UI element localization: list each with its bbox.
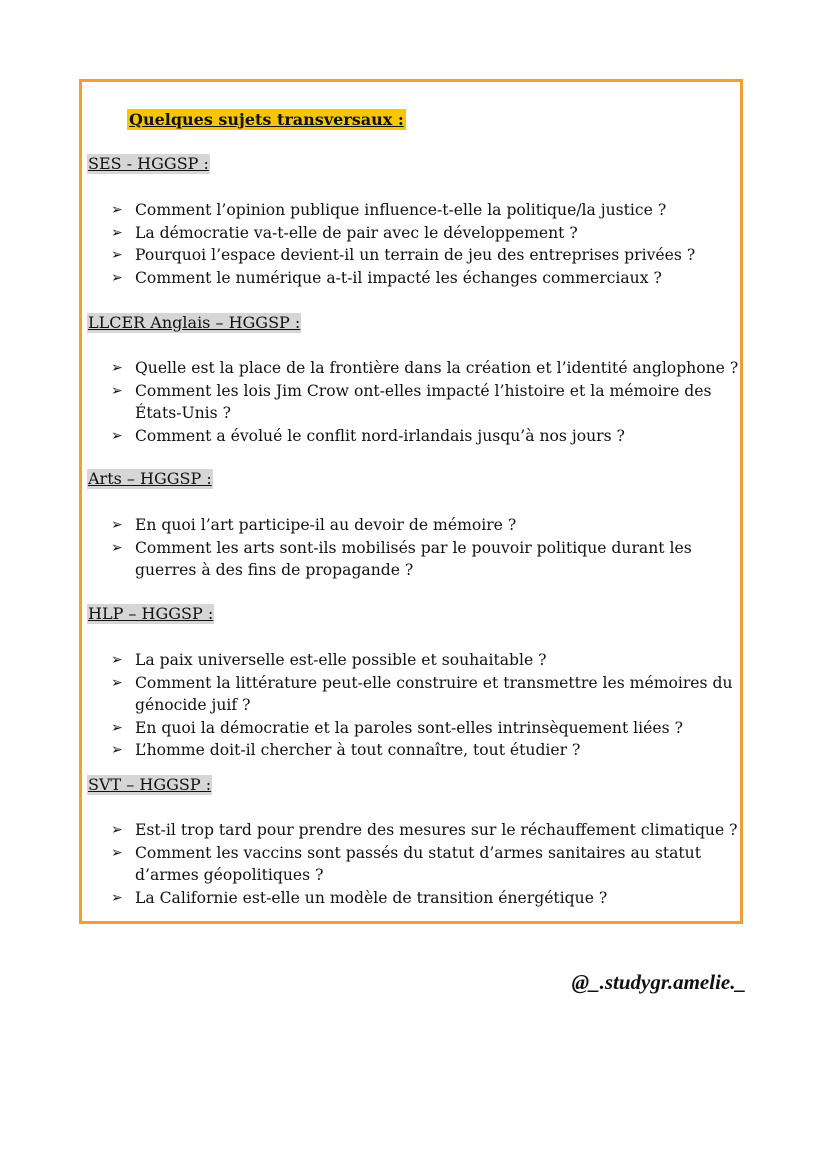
section-heading: SVT – HGGSP : (88, 775, 212, 794)
list-item: ➢ La démocratie va-t-elle de pair avec le développement ? (111, 222, 741, 245)
section-heading: SES - HGGSP : (88, 154, 209, 173)
arrow-bullet-icon: ➢ (111, 844, 123, 861)
section-hlp (87, 604, 214, 624)
section-hlp-list (111, 649, 741, 762)
arrow-bullet-icon: ➢ (111, 742, 123, 758)
section-heading: LLCER Anglais – HGGSP : (88, 313, 301, 332)
arrow-bullet-icon: ➢ (111, 652, 123, 668)
list-item: ➢ Est-il trop tard pour prendre des mesures sur le réchauffement climatique ? (111, 819, 741, 842)
list-item: ➢ Comment l’opinion publique influence-t-elle la politique/la justice ? (111, 199, 741, 222)
list-item: ➢ Comment les arts sont-ils mobilisés par le pouvoir politique durant les guerres à des fins de propagande ? (111, 538, 692, 579)
arrow-bullet-icon: ➢ (111, 224, 123, 241)
list-item: ➢ En quoi l’art participe-il au devoir de mémoire ? (111, 514, 741, 537)
list-item: ➢ Comment les lois Jim Crow ont-elles impacté l’histoire et la mémoire des États-Unis ? (111, 381, 712, 422)
section-arts-list (111, 514, 741, 582)
section-svt (87, 775, 212, 795)
list-item: ➢ L’homme doit-il chercher à tout connaître, tout étudier ? (111, 739, 741, 762)
arrow-bullet-icon: ➢ (111, 719, 123, 736)
arrow-bullet-icon: ➢ (111, 517, 123, 533)
section-llcer (87, 313, 301, 333)
arrow-bullet-icon: ➢ (111, 360, 123, 376)
page-title: Quelques sujets transversaux : (129, 110, 404, 129)
arrow-bullet-icon: ➢ (111, 539, 123, 556)
arrow-bullet-icon: ➢ (111, 427, 123, 444)
section-arts (87, 469, 213, 489)
arrow-bullet-icon: ➢ (111, 674, 123, 691)
list-item: ➢ La Californie est-elle un modèle de transition énergétique ? (111, 887, 741, 910)
list-item: ➢ Pourquoi l’espace devient-il un terrain de jeu des entreprises privées ? (111, 244, 741, 267)
section-ses-list (111, 199, 741, 289)
section-heading: HLP – HGGSP : (88, 604, 214, 623)
list-item: ➢ La paix universelle est-elle possible et souhaitable ? (111, 649, 741, 672)
list-item: ➢ Comment la littérature peut-elle construire et transmettre les mémoires du génocide juif ? (111, 673, 733, 714)
arrow-bullet-icon: ➢ (111, 822, 123, 838)
section-llcer-list (111, 357, 741, 447)
list-item: ➢ En quoi la démocratie et la paroles sont-elles intrinsèquement liées ? (111, 717, 741, 740)
arrow-bullet-icon: ➢ (111, 889, 123, 906)
list-item: ➢ Comment a évolué le conflit nord-irlandais jusqu’à nos jours ? (111, 425, 741, 448)
list-item: ➢ Comment les vaccins sont passés du statut d’armes sanitaires au statut d’armes géopolitiques ? (111, 843, 701, 884)
arrow-bullet-icon: ➢ (111, 202, 123, 218)
list-item: ➢ Comment le numérique a-t-il impacté les échanges commerciaux ? (111, 267, 741, 290)
section-ses (87, 154, 210, 174)
arrow-bullet-icon: ➢ (111, 269, 123, 286)
author-signature: @_.studygr.amelie._ (571, 970, 746, 994)
section-svt-list (111, 819, 741, 909)
arrow-bullet-icon: ➢ (111, 247, 123, 263)
arrow-bullet-icon: ➢ (111, 382, 123, 399)
list-item: ➢ Quelle est la place de la frontière dans la création et l’identité anglophone ? (111, 357, 741, 380)
section-heading: Arts – HGGSP : (88, 469, 212, 488)
